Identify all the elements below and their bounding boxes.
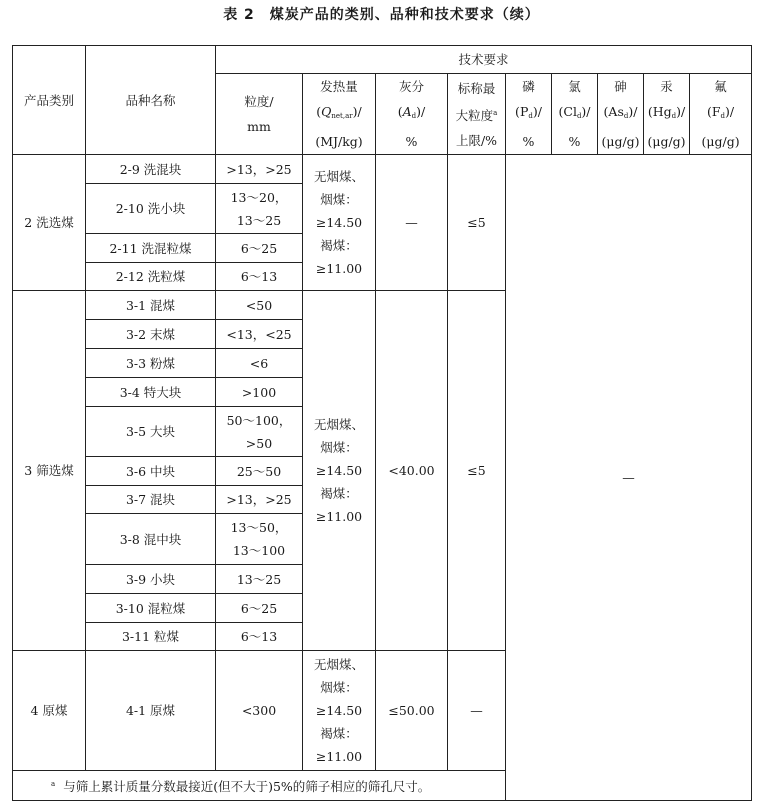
calorific-cell: 无烟煤、 烟煤： ≥14.50 褐煤： ≥11.00 — [303, 651, 376, 771]
variety-cell: 3-5 大块 — [86, 407, 216, 457]
granularity-cell: >100 — [216, 378, 303, 407]
ash-cell: ≤50.00 — [376, 651, 448, 771]
header-category: 产品类别 — [13, 46, 86, 155]
variety-cell: 3-1 混煤 — [86, 291, 216, 320]
granularity-cell: <300 — [216, 651, 303, 771]
nominal-cell: ≤5 — [448, 155, 506, 291]
granularity-cell: 13～20， 13～25 — [216, 184, 303, 234]
variety-cell: 3-4 特大块 — [86, 378, 216, 407]
header-granularity: 粒度/ mm — [216, 74, 303, 155]
table-title: 表 2 煤炭产品的类别、品种和技术要求（续） — [223, 7, 540, 23]
category-cell: 4 原煤 — [13, 651, 86, 771]
ash-cell: — — [376, 155, 448, 291]
header-fluorine: 氟 $(F_d)/$ (μg/g) — [690, 74, 752, 155]
header-nominal-max: 标称最 大粒度$^a$ 上限/% — [448, 74, 506, 155]
variety-cell: 3-6 中块 — [86, 457, 216, 486]
granularity-cell: 6～13 — [216, 263, 303, 291]
granularity-cell: 6～25 — [216, 594, 303, 623]
header-tech-req: 技术要求 — [216, 46, 752, 74]
variety-cell: 3-2 末煤 — [86, 320, 216, 349]
granularity-cell: 13～50， 13～100 — [216, 514, 303, 565]
variety-cell: 2-10 洗小块 — [86, 184, 216, 234]
variety-cell: 3-11 粒煤 — [86, 623, 216, 651]
granularity-cell: 50～100， >50 — [216, 407, 303, 457]
variety-cell: 3-7 混块 — [86, 486, 216, 514]
granularity-cell: 25～50 — [216, 457, 303, 486]
header-mercury: 汞 $(Hg_d)/$ (μg/g) — [644, 74, 690, 155]
header-arsenic: 砷 $(As_d)/$ (μg/g) — [598, 74, 644, 155]
header-phosphorus: 磷 $(P_d)/$ % — [506, 74, 552, 155]
granularity-cell: <13，<25 — [216, 320, 303, 349]
calorific-cell: 无烟煤、 烟煤： ≥14.50 褐煤： ≥11.00 — [303, 155, 376, 291]
variety-cell: 2-12 洗粒煤 — [86, 263, 216, 291]
nominal-cell: ≤5 — [448, 291, 506, 651]
granularity-cell: 6～25 — [216, 234, 303, 263]
calorific-cell: 无烟煤、 烟煤： ≥14.50 褐煤： ≥11.00 — [303, 291, 376, 651]
granularity-cell: 6～13 — [216, 623, 303, 651]
table-row — [13, 155, 752, 184]
variety-cell: 4-1 原煤 — [86, 651, 216, 771]
header-calorific: 发热量 $(Q_{net,ar})/$ (MJ/kg) — [303, 74, 376, 155]
granularity-cell: <6 — [216, 349, 303, 378]
coal-products-table — [12, 45, 752, 801]
variety-cell: 3-9 小块 — [86, 565, 216, 594]
ash-cell: <40.00 — [376, 291, 448, 651]
variety-cell: 3-8 混中块 — [86, 514, 216, 565]
variety-cell: 2-9 洗混块 — [86, 155, 216, 184]
header-chlorine: 氯 $(Cl_d)/$ % — [552, 74, 598, 155]
granularity-cell: 13～25 — [216, 565, 303, 594]
variety-cell: 3-3 粉煤 — [86, 349, 216, 378]
granularity-cell: >13，>25 — [216, 486, 303, 514]
granularity-cell: <50 — [216, 291, 303, 320]
header-ash: 灰分 $(A_d)/$ % — [376, 74, 448, 155]
header-variety: 品种名称 — [86, 46, 216, 155]
category-cell: 3 筛选煤 — [13, 291, 86, 651]
elements-cell: — — [506, 155, 752, 801]
variety-cell: 2-11 洗混粒煤 — [86, 234, 216, 263]
variety-cell: 3-10 混粒煤 — [86, 594, 216, 623]
footnote: $^a$ 与筛上累计质量分数最接近(但不大于)5%的筛子相应的筛孔尺寸。 — [13, 771, 752, 801]
category-cell: 2 洗选煤 — [13, 155, 86, 291]
granularity-cell: >13，>25 — [216, 155, 303, 184]
nominal-cell: — — [448, 651, 506, 771]
